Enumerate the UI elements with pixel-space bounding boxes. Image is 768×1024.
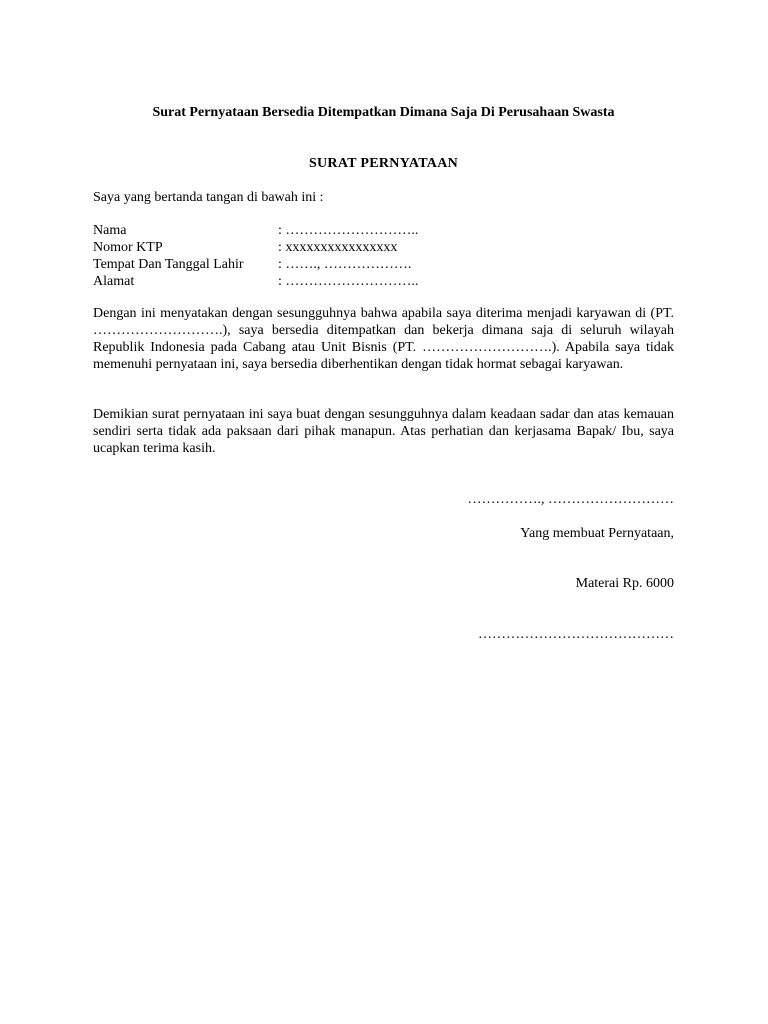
document-heading: Surat Pernyataan Bersedia Ditempatkan Dimana Saja Di Perusahaan Swasta <box>152 105 615 120</box>
field-value: : ……………………….. <box>278 223 419 238</box>
stamp-line: Materai Rp. 6000 <box>575 576 674 591</box>
identity-fields <box>93 222 674 290</box>
field-row-name <box>93 222 674 239</box>
field-row-address <box>93 273 674 290</box>
signer-line: Yang membuat Pernyataan, <box>520 526 674 541</box>
document-page <box>93 0 674 1024</box>
signature-line: …………………………………… <box>478 627 674 642</box>
place-date-line: ……………., ……………………… <box>467 492 674 507</box>
field-label: Nama <box>93 223 127 238</box>
field-label: Nomor KTP <box>93 240 163 255</box>
document-subheading: SURAT PERNYATAAN <box>308 156 459 171</box>
field-value: : ……………………….. <box>278 274 419 289</box>
intro-text: Saya yang bertanda tangan di bawah ini : <box>93 190 324 205</box>
field-row-ktp <box>93 239 674 256</box>
field-value: : ……., ………………. <box>278 257 412 272</box>
field-value: : xxxxxxxxxxxxxxxx <box>278 240 398 255</box>
statement-paragraph: Dengan ini menyatakan dengan sesungguhnya bahwa apabila saya diterima menjadi karyawan di (PT. ……………………….), saya bersedia ditempatkan dan bekerja dimana saja di seluruh wilayah Republik Indonesia pada Cabang atau Unit Bisnis (PT. ……………………….). Apabila saya tidak memenuhi pernyataan ini, saya bersedia diberhentikan dengan tidak hormat sebagai karyawan. <box>93 306 674 372</box>
closing-paragraph: Demikian surat pernyataan ini saya buat dengan sesungguhnya dalam keadaan sadar dan atas kemauan sendiri serta tidak ada paksaan dari pihak manapun. Atas perhatian dan kerjasama Bapak/ Ibu, saya ucapkan terima kasih. <box>93 407 674 456</box>
field-row-birth <box>93 256 674 273</box>
field-label: Alamat <box>93 274 135 289</box>
field-label: Tempat Dan Tanggal Lahir <box>93 257 244 272</box>
